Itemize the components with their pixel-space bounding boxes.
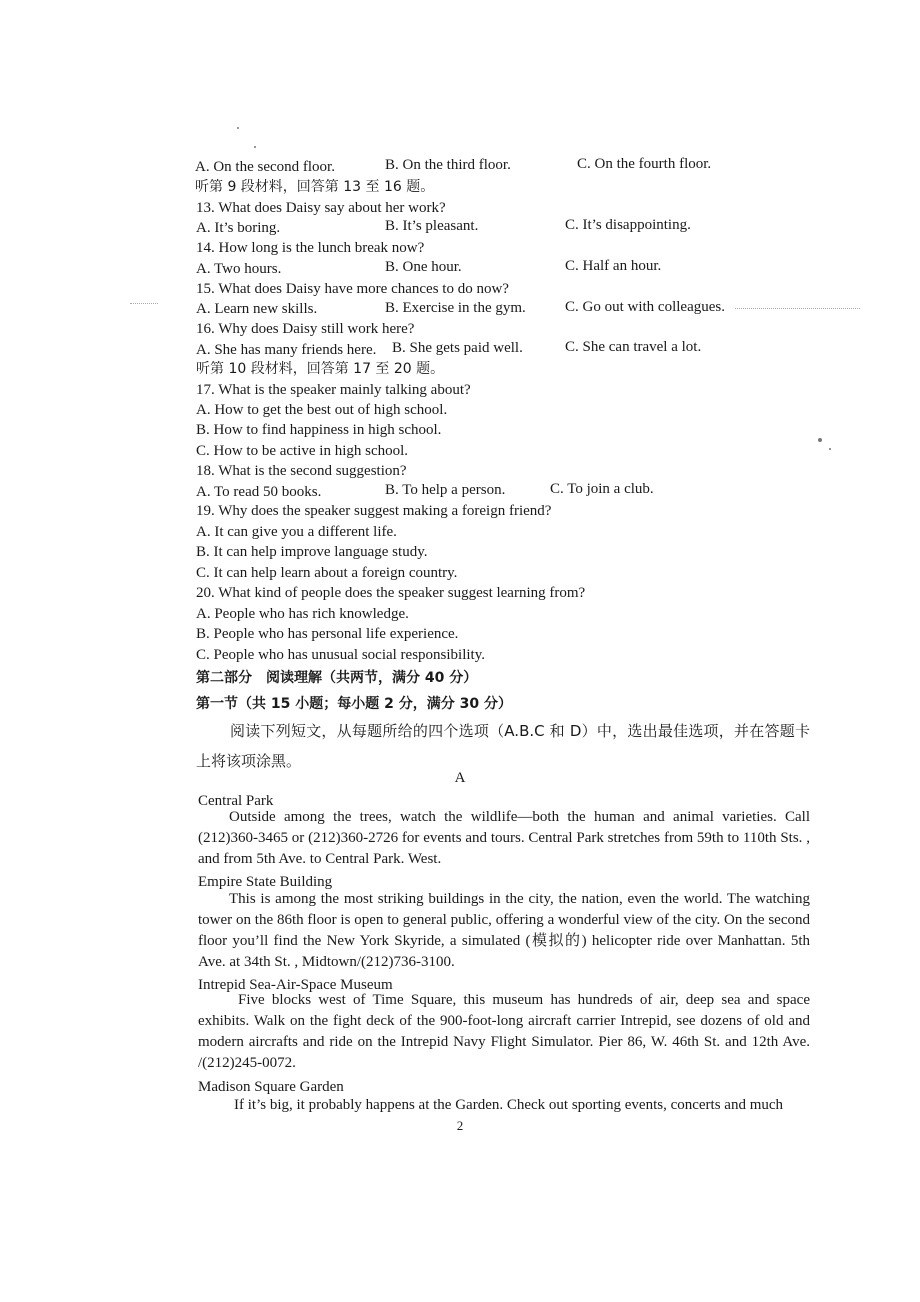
q12-option-a: A. On the second floor. [195, 159, 335, 175]
q19-option-b: B. It can help improve language study. [196, 544, 428, 560]
q16-option-b: B. She gets paid well. [392, 340, 523, 356]
q15-option-b: B. Exercise in the gym. [385, 300, 526, 316]
q15-stem: 15. What does Daisy have more chances to do now? [196, 281, 509, 297]
scan-speck [237, 127, 239, 129]
page-number: 2 [456, 1118, 464, 1133]
madison-title: Madison Square Garden [198, 1079, 344, 1095]
q16-option-a: A. She has many friends here. [196, 342, 377, 358]
q19-option-c: C. It can help learn about a foreign country. [196, 565, 458, 581]
q18-stem: 18. What is the second suggestion? [196, 463, 407, 479]
section-1-title: 第一节（共 15 小题；每小题 2 分，满分 30 分） [196, 696, 512, 712]
q18-option-a: A. To read 50 books. [196, 484, 322, 500]
scan-speck [818, 438, 822, 442]
q14-option-b: B. One hour. [385, 259, 462, 275]
central-park-body: Outside among the trees, watch the wildlife—both the human and animal varieties. Call (212)360-3465 or (212)360-2726 for events and tours. Central Park stretches from 59th to 110th Sts. , and from 5th Ave. to Central Park. West. [198, 809, 810, 867]
section-9-instruction: 听第 9 段材料，回答第 13 至 16 题。 [195, 179, 435, 195]
q17-option-b: B. How to find happiness in high school. [196, 422, 442, 438]
reading-instruction: 阅读下列短文，从每题所给的四个选项（A.B.C 和 D）中，选出最佳选项，并在答题卡上将该项涂黑。 [196, 722, 810, 770]
q13-stem: 13. What does Daisy say about her work? [196, 200, 446, 216]
q15-option-c: C. Go out with colleagues. [565, 299, 725, 315]
q16-stem: 16. Why does Daisy still work here? [196, 321, 415, 337]
scan-artifact-line-left [130, 303, 158, 305]
q13-option-a: A. It’s boring. [196, 220, 281, 236]
q17-option-c: C. How to be active in high school. [196, 443, 409, 459]
q16-option-c: C. She can travel a lot. [565, 339, 702, 355]
section-10-instruction: 听第 10 段材料，回答第 17 至 20 题。 [196, 361, 445, 377]
q17-stem: 17. What is the speaker mainly talking about? [196, 382, 471, 398]
q18-option-c: C. To join a club. [550, 481, 654, 497]
q13-option-b: B. It’s pleasant. [385, 218, 479, 234]
empire-state-title: Empire State Building [198, 874, 333, 890]
scan-artifact-line [735, 308, 860, 310]
q14-option-a: A. Two hours. [196, 261, 282, 277]
q12-option-c: C. On the fourth floor. [577, 156, 712, 172]
madison-body: If it’s big, it probably happens at the Garden. Check out sporting events, concerts and much [234, 1097, 784, 1113]
q20-option-a: A. People who has rich knowledge. [196, 606, 409, 622]
q14-stem: 14. How long is the lunch break now? [196, 240, 425, 256]
intrepid-body: Five blocks west of Time Square, this museum has hundreds of air, deep sea and space exhibits. Walk on the fight deck of the 900-foot-long aircraft carrier Intrepid, see dozens of old and modern aircrafts and ride on the Intrepid Navy Flight Simulator. Pier 86, W. 46th St. and 12th Ave. /(212)245-0072. [198, 992, 810, 1071]
q13-option-c: C. It’s disappointing. [565, 217, 691, 233]
q14-option-c: C. Half an hour. [565, 258, 662, 274]
q17-option-a: A. How to get the best out of high school. [196, 402, 448, 418]
q19-stem: 19. Why does the speaker suggest making a foreign friend? [196, 503, 552, 519]
scan-speck [254, 146, 256, 148]
scan-speck [829, 448, 831, 450]
q20-option-c: C. People who has unusual social responsibility. [196, 647, 485, 663]
empire-state-body: This is among the most striking buildings in the city, the nation, even the world. The watching tower on the 86th floor is open to general public, offering a wonderful view of the city. On the second floor you’ll find the New York Skyride, a simulated (模拟的) helicopter ride over Manhattan. 5th Ave. at 34th St. , Midtown/(212)736-3100. [198, 891, 810, 970]
part-2-title: 第二部分 阅读理解（共两节，满分 40 分） [196, 670, 478, 686]
q20-stem: 20. What kind of people does the speaker suggest learning from? [196, 585, 586, 601]
q12-option-b: B. On the third floor. [385, 157, 511, 173]
q18-option-b: B. To help a person. [385, 482, 506, 498]
q20-option-b: B. People who has personal life experience. [196, 626, 459, 642]
intrepid-title: Intrepid Sea-Air-Space Museum [198, 977, 393, 993]
passage-label: A [454, 770, 466, 786]
central-park-title: Central Park [198, 793, 274, 809]
q19-option-a: A. It can give you a different life. [196, 524, 397, 540]
q15-option-a: A. Learn new skills. [196, 301, 318, 317]
